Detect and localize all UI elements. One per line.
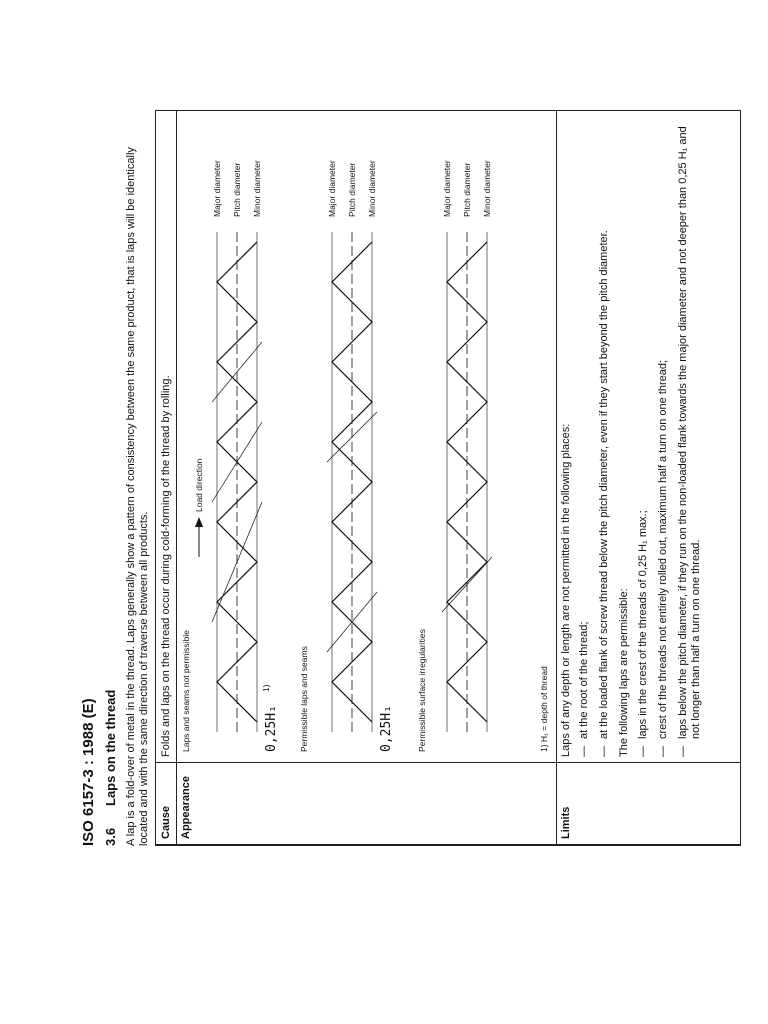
cause-label: Cause [160,805,172,839]
limit-not-permitted-2 [598,117,611,757]
table-column-divider [156,762,740,763]
limits-label: Limits [560,806,572,839]
section-number: 3.6 [103,827,118,846]
limit-permitted-1 [637,117,650,757]
limit-permitted-1-text: laps in the crest of the threads of 0,25 H₁ max.; [637,510,649,739]
defect-table [155,110,741,846]
list-dash: — [578,746,590,757]
dimension-not-permissible: 0,25H₁ [264,705,279,752]
limits-intro: Laps of any depth or length are not permitted in the following places: [560,423,572,757]
thread-lap-diagram [177,112,555,762]
label-pitch-diameter-1: Pitch diameter [232,162,242,217]
table-row-divider-appearance [556,111,557,845]
permissible-intro: The following laps are permissible: [618,588,630,757]
limit-permitted-2 [657,117,670,757]
list-dash: — [657,746,669,757]
limit-not-permitted-1-text: at the root of the thread; [578,621,590,739]
label-minor-diameter-2: Minor diameter [367,160,377,217]
depth-footnote: 1) H₁ = depth of thread [539,666,549,752]
section-intro: A lap is a fold-over of metal in the thread. Laps generally show a pattern of consistency between the same product, that is laps will be identically located and with the same direction of traverse between all products. [125,147,150,846]
list-dash: — [598,746,610,757]
limits-list [578,117,710,757]
thread-profile-surface-irregularities [442,232,492,732]
load-direction-label: Load direction [194,458,204,512]
list-dash: — [637,746,649,757]
thread-profile-permissible [327,232,377,732]
label-major-diameter-2: Major diameter [327,160,337,217]
label-pitch-diameter-2: Pitch diameter [347,162,357,217]
footnote-ref: 1) [261,684,271,692]
caption-surface-irregularities: Permissible surface irregularities [417,629,427,752]
label-minor-diameter-3: Minor diameter [482,160,492,217]
limit-permitted-2-text: crest of the threads not entirely rolled out, maximum half a turn on one thread; [657,359,669,739]
limit-not-permitted-2-text: at the loaded flank of screw thread below the pitch diameter, even if they start beyond the pitch diameter. [598,230,610,739]
caption-permissible: Permissible laps and seams [299,646,309,752]
limit-not-permitted-1 [578,117,591,757]
cause-text: Folds and laps on the thread occur during cold-forming of the thread by rolling. [160,375,172,757]
list-dash: — [677,746,689,757]
label-minor-diameter-1: Minor diameter [252,160,262,217]
appearance-label: Appearance [180,776,192,839]
standard-header: ISO 6157-3 : 1988 (E) [80,698,97,846]
section-title: Laps on the thread [103,689,118,806]
dimension-permissible: 0,25H₁ [379,705,394,752]
label-major-diameter-1: Major diameter [212,160,222,217]
limit-permitted-3-text: laps below the pitch diameter, if they run on the non-loaded flank towards the major diameter and not deeper than 0,25 H₁ and not longer than half a turn on one thread. [677,126,702,739]
limit-permitted-3 [677,117,703,757]
thread-profile-not-permissible [212,232,262,732]
caption-not-permissible: Laps and seams not permissible [181,630,191,752]
label-pitch-diameter-3: Pitch diameter [462,162,472,217]
table-left-border [156,844,740,845]
label-major-diameter-3: Major diameter [442,160,452,217]
section-heading [103,690,118,846]
load-direction-arrow [195,517,203,557]
